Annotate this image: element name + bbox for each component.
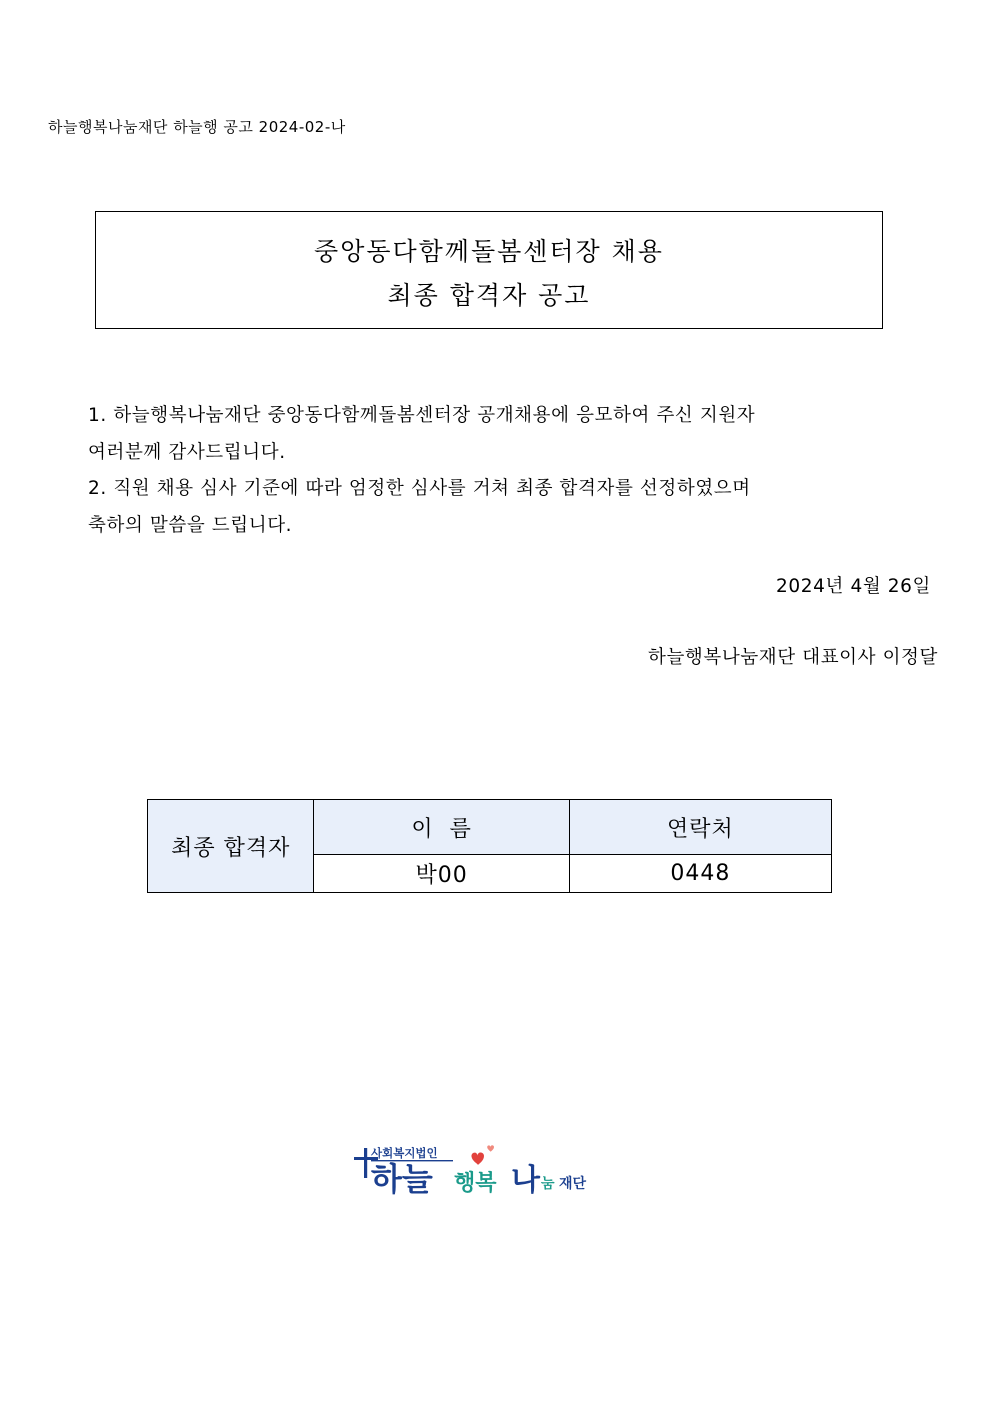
cell-contact: 0448 [569, 855, 831, 893]
header-name: 이 름 [314, 800, 569, 855]
logo-word-3: 나 [511, 1163, 540, 1198]
table-header-row [148, 800, 832, 855]
logo-top-text: 사회복지법인 [371, 1146, 438, 1160]
signer: 하늘행복나눔재단 대표이사 이정달 [647, 647, 938, 668]
title-box [95, 211, 883, 329]
document-number: 하늘행복나눔재단 하늘행 공고 2024-02-나 [48, 118, 346, 136]
header-contact: 연락처 [569, 800, 831, 855]
logo-word-4: 눔 [541, 1176, 555, 1192]
cell-name: 박00 [314, 855, 569, 893]
logo-word-2: 행복 [454, 1171, 497, 1196]
logo-word-5: 재단 [559, 1176, 587, 1192]
row-label-cell: 최종 합격자 [148, 800, 314, 893]
body-line: 축하의 말씀을 드립니다. [88, 514, 293, 536]
foundation-logo [352, 1138, 642, 1202]
title-line-1: 중앙동다함께돌봄센터장 채용 [314, 237, 664, 266]
body-line: 1. 하늘행복나눔재단 중앙동다함께돌봄센터장 공개채용에 응모하여 주신 지원자 [88, 405, 756, 426]
result-table [147, 799, 832, 893]
body-line: 여러분께 감사드립니다. [88, 441, 286, 463]
heart-icon [471, 1145, 494, 1165]
notice-date: 2024년 4월 26일 [776, 576, 931, 597]
body-line: 2. 직원 채용 심사 기준에 따라 엄정한 심사를 거쳐 최종 합격자를 선정하였으며 [88, 478, 751, 499]
title-line-2: 최종 합격자 공고 [387, 281, 591, 310]
logo-word-1: 하늘 [371, 1160, 433, 1198]
body-text [88, 398, 908, 544]
